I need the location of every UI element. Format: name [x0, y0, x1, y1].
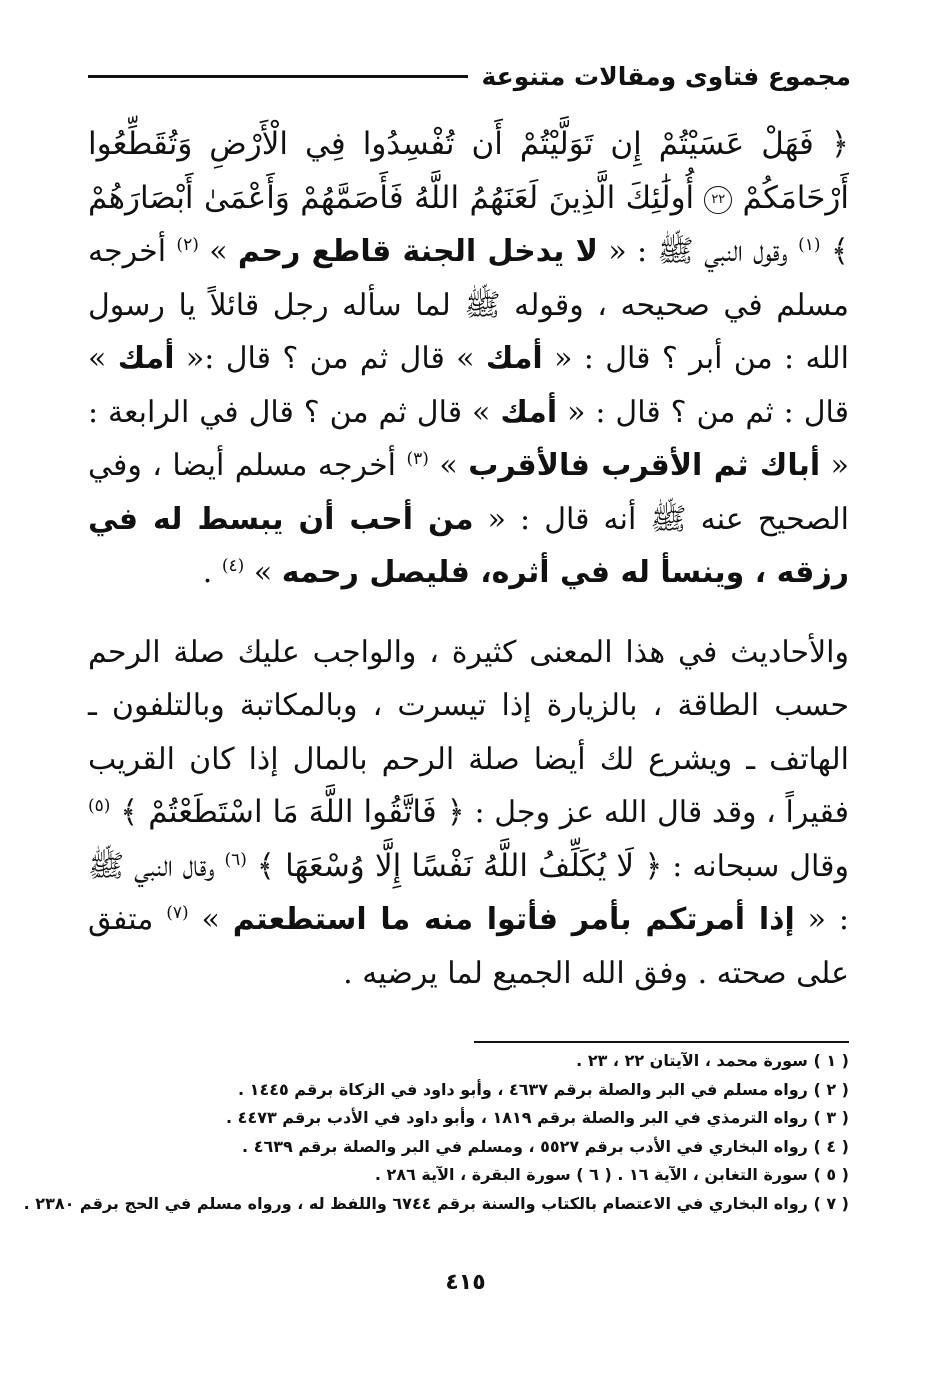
text-segment: » [209, 234, 228, 269]
hadith-quote-3: إذا أمرتكم بأمر فأتوا منه ما استطعتم [232, 902, 795, 937]
text-segment: » قال : ثم من ؟ قال : « [88, 341, 849, 430]
footnote-ref-2[interactable]: (٢) [176, 235, 199, 255]
footnote-separator [474, 1041, 849, 1043]
bold-word: أمك [117, 341, 175, 376]
header-rule [88, 75, 468, 78]
text-segment: » [439, 448, 458, 483]
bold-word: أمك [500, 394, 558, 430]
ayah-number-marker: ٢٢ [704, 186, 732, 214]
text-segment: متفق على صحته . وفق الله الجميع لما يرضيه . [88, 902, 849, 991]
text-segment: » [201, 902, 220, 937]
text-segment: » قال ثم من ؟ قال :« [185, 341, 475, 376]
quran-verse-2: ﴿ فَاتَّقُوا اللَّهَ مَا اسْتَطَعْتُمْ ﴾ [120, 794, 465, 830]
text-segment: وقال النبي ﷺ : « [88, 848, 849, 937]
text-segment: وقال سبحانه : [672, 848, 849, 884]
paragraph-1 [88, 118, 849, 600]
footnote-ref-5[interactable]: (٥) [88, 796, 111, 816]
text-segment: « [487, 501, 506, 537]
paragraph-2 [88, 626, 849, 1001]
footnote-5-6: ( ٥ ) سورة التغابن ، الآية ١٦ . ( ٦ ) سورة البقرة ، الآية ٢٨٦ . [374, 1165, 849, 1184]
text-segment: » [253, 555, 273, 590]
quran-verse-1b: أُولَٰئِكَ الَّذِينَ لَعَنَهُمُ اللَّهُ فَأَصَمَّهُمْ وَأَعْمَىٰ أَبْصَارَهُمْ ﴾ [88, 179, 850, 269]
text-segment: أخرجه مسلم في صحيحه ، وقوله ﷺ لما سأله رجل قائلاً يا رسول الله : من أبر ؟ [88, 234, 849, 376]
footnote-1: ( ١ ) سورة محمد ، الآيتان ٢٢ ، ٢٣ . [576, 1051, 849, 1070]
footnote-2: ( ٢ ) رواه مسلم في البر والصلة برقم ٤٦٣٧ ، وأبو داود في الزكاة برقم ١٤٤٥ . [238, 1079, 849, 1099]
footnote-7: ( ٧ ) رواه البخاري في الاعتصام بالكتاب والسنة برقم ٦٧٤٤ واللفظ له ، ورواه مسلم في الحج برقم ٢٣٨٠ . [23, 1193, 849, 1213]
footnote-3: ( ٣ ) رواه الترمذي في البر والصلة برقم ١٨١٩ ، وأبو داود في الأدب برقم ٤٤٧٣ . [226, 1108, 849, 1127]
quran-verse-3: ﴿ لَا يُكَلِّفُ اللَّهُ نَفْسًا إِلَّا وُسْعَهَا ﴾ [256, 847, 663, 884]
text-segment: وقول النبي ﷺ : « [608, 234, 788, 269]
bold-phrase: أباك ثم الأقرب فالأقرب [468, 448, 821, 483]
text-segment: » قال ثم من ؟ قال في الرابعة : « [88, 394, 849, 483]
footnote-ref-4[interactable]: (٤) [221, 556, 245, 576]
footnote-ref-7[interactable]: (٧) [166, 903, 189, 923]
footnote-ref-3[interactable]: (٣) [406, 449, 429, 469]
text-segment: قال : « [554, 341, 651, 376]
hadith-quote-2: من أحب أن يبسط له في رزقه ، وينسأ له في أثره، فليصل رحمه [88, 501, 849, 590]
page-number: ٤١٥ [445, 1270, 486, 1295]
footnote-ref-6[interactable]: (٦) [224, 849, 247, 870]
quran-verse-1: ﴿ فَهَلْ عَسَيْتُمْ إِن تَوَلَّيْتُمْ أَن تُفْسِدُوا فِي الْأَرْضِ وَتُقَطِّعُوا أَرْحَامَكُمْ [88, 126, 849, 216]
text-segment: والأحاديث في هذا المعنى كثيرة ، والواجب عليك صلة الرحم حسب الطاقة ، بالزيارة إذا تيسرت ، وبالمكاتبة وبالتلفون ـ الهاتف ـ ويشرع لك أيضا صلة الرحم بالمال إذا كان القريب فقيراً ، وقد قال الله عز وجل : [88, 634, 849, 830]
hadith-quote-1: لا يدخل الجنة قاطع رحم [237, 234, 598, 269]
text-segment: أخرجه مسلم أيضا ، وفي الصحيح عنه ﷺ أنه قال : [88, 448, 849, 537]
bold-word: أمك [485, 341, 543, 376]
footnotes [23, 1047, 849, 1218]
main-text [88, 118, 849, 1000]
footnote-4: ( ٤ ) رواه البخاري في الأدب برقم ٥٥٢٧ ، ومسلم في البر والصلة برقم ٤٦٣٩ . [242, 1136, 849, 1156]
text-segment: . [202, 555, 213, 590]
running-header [88, 56, 851, 96]
header-title: مجموع فتاوى ومقالات متنوعة [481, 61, 851, 91]
footnote-ref-1[interactable]: (١) [798, 235, 821, 255]
